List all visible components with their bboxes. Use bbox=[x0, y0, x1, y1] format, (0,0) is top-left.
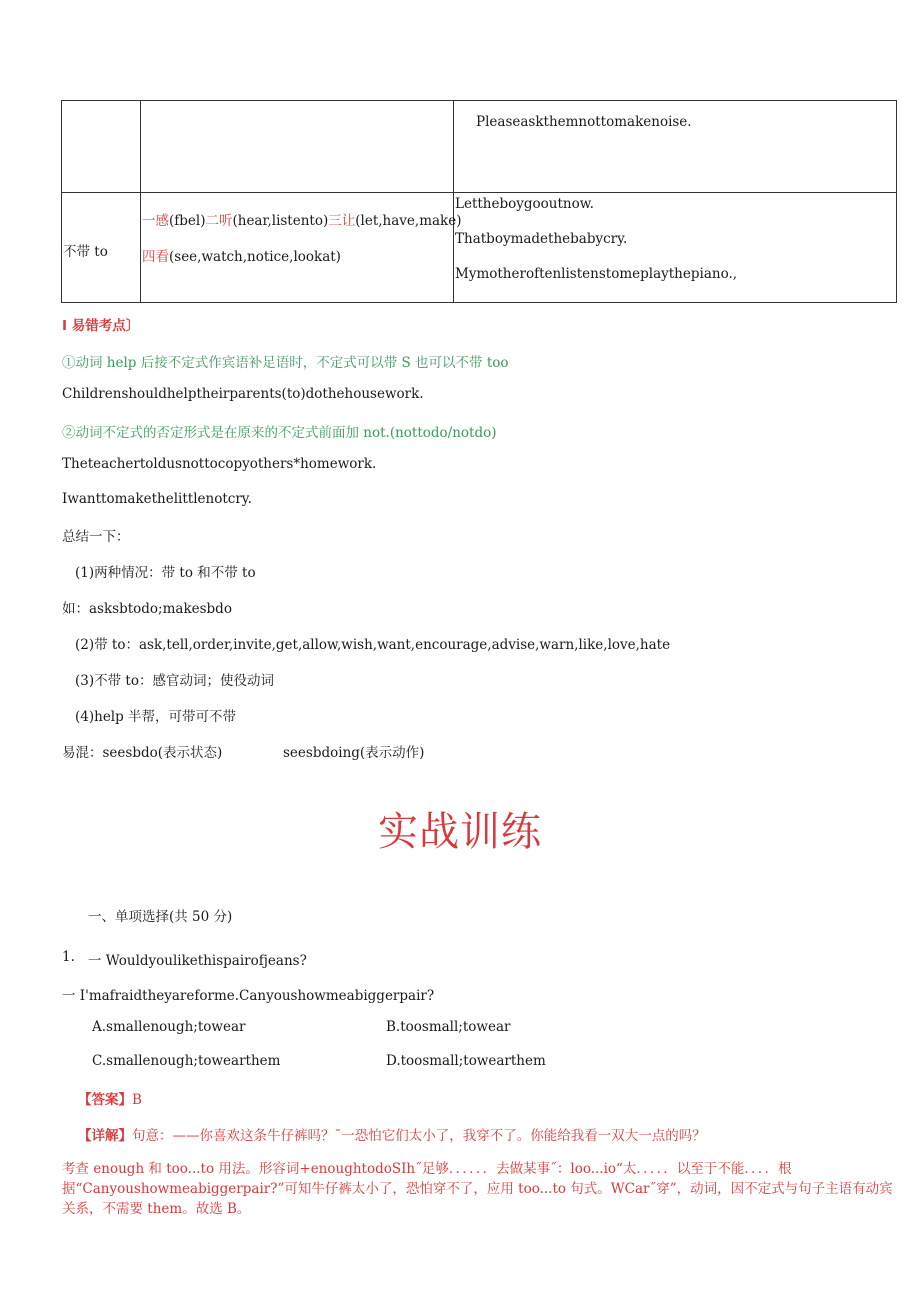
pitfall-note: ②动词不定式的否定形式是在原来的不定式前面加 not.(nottodo/notdo) bbox=[62, 425, 497, 441]
example-sentence: Iwanttomakethelittlenotcry. bbox=[62, 491, 252, 507]
verb-list: (see,watch,notice,lookat) bbox=[169, 249, 341, 265]
summary-example: 如：asksbtodo;makesbdo bbox=[62, 601, 232, 617]
verb-list: (hear,listento) bbox=[232, 213, 329, 229]
table-cell-examples bbox=[454, 193, 897, 303]
table-row bbox=[62, 193, 897, 303]
example-sentence: Mymotheroftenlistenstomeplaythepiano., bbox=[455, 266, 738, 282]
table-cell-label bbox=[62, 193, 141, 303]
verb-category: 一感 bbox=[142, 213, 169, 229]
verb-category: 三让 bbox=[328, 213, 356, 229]
verb-list: (fbel) bbox=[169, 213, 206, 229]
verb-group bbox=[142, 209, 461, 229]
summary-item: (4)help 半帮，可带可不带 bbox=[75, 709, 237, 725]
verb-category: 四看 bbox=[142, 249, 169, 265]
answer-block bbox=[78, 1088, 142, 1108]
example-sentence: Theteachertoldusnottocopyothers*homework. bbox=[62, 456, 377, 472]
summary-title: 总结一下： bbox=[62, 529, 130, 545]
answer-label: 【答案】 bbox=[78, 1092, 132, 1108]
table-cell-example bbox=[454, 101, 897, 193]
example-sentence: Pleaseaskthemnottomakenoise. bbox=[476, 114, 692, 130]
detail-label: 【详解】 bbox=[78, 1128, 132, 1144]
section-heading: 实战训练 bbox=[378, 809, 542, 855]
example-sentence: Childrenshouldhelptheirparents(to)dothehousework. bbox=[62, 386, 424, 402]
pitfalls-title: I 易错考点〕 bbox=[62, 318, 140, 334]
table-cell-verbs bbox=[141, 193, 462, 303]
summary-item: (1)两种情况：带 to 和不带 to bbox=[75, 565, 256, 581]
question-number: 1. bbox=[62, 949, 75, 965]
table-cell-empty bbox=[141, 101, 454, 193]
summary-item: (2)带 to：ask,tell,order,invite,get,allow,wish,want,encourage,advise,warn,like,love,hate bbox=[75, 637, 671, 653]
explanation-paragraph: 考查 enough 和 too...to 用法。形容词+enoughtodoSIh˝足够．．．．．．去做某事˝：loo...io“太．．．．．以至于不能．．．．根据“Canyoushowmeabiggerpair?”可知牛仔裤太小了，恐怕穿不了，应用 too...to 句式。WCar˝穿”，动词，因不定式与句子主语有动宾关系，不需要 them。故选 B。 bbox=[62, 1161, 893, 1217]
example-sentence: Thatboymadethebabycry. bbox=[455, 231, 628, 247]
detail-text: 句意：——你喜欢这条牛仔裤吗？ˉ一恐怕它们太小了，我穿不了。你能给我看一双大一点的吗？ bbox=[132, 1128, 706, 1144]
row-label: 不带 to bbox=[63, 244, 108, 260]
detail-block bbox=[78, 1124, 706, 1144]
confuse-note: 易混：seesbdo(表示状态) bbox=[62, 745, 223, 761]
confuse-note-right: seesbdoing(表示动作) bbox=[283, 745, 425, 761]
answer-value: B bbox=[132, 1092, 142, 1108]
option-b[interactable]: B.toosmall;towear bbox=[386, 1019, 511, 1035]
example-sentence: Lettheboygooutnow. bbox=[455, 196, 594, 212]
pitfall-note: ①动词 help 后接不定式作宾语补足语时，不定式可以带 S 也可以不带 too bbox=[62, 355, 509, 371]
option-c[interactable]: C.smallenough;towearthem bbox=[92, 1053, 281, 1069]
section-subtitle: 一、单项选择(共 50 分) bbox=[88, 909, 233, 925]
table-row bbox=[62, 101, 897, 193]
verb-category: 二听 bbox=[205, 213, 233, 229]
question-line: 一 I'mafraidtheyareforme.Canyoushowmeabiggerpair? bbox=[62, 988, 435, 1004]
verb-list: (let,have,make) bbox=[355, 213, 462, 229]
summary-item: (3)不带 to：感官动词；使役动词 bbox=[75, 673, 274, 689]
question-line: 一 Wouldyoulikethispairofjeans? bbox=[88, 953, 307, 969]
option-a[interactable]: A.smallenough;towear bbox=[92, 1019, 246, 1035]
table-cell-empty bbox=[62, 101, 141, 193]
option-d[interactable]: D.toosmall;towearthem bbox=[386, 1053, 546, 1069]
verb-group bbox=[142, 245, 341, 265]
grammar-table bbox=[61, 100, 897, 303]
